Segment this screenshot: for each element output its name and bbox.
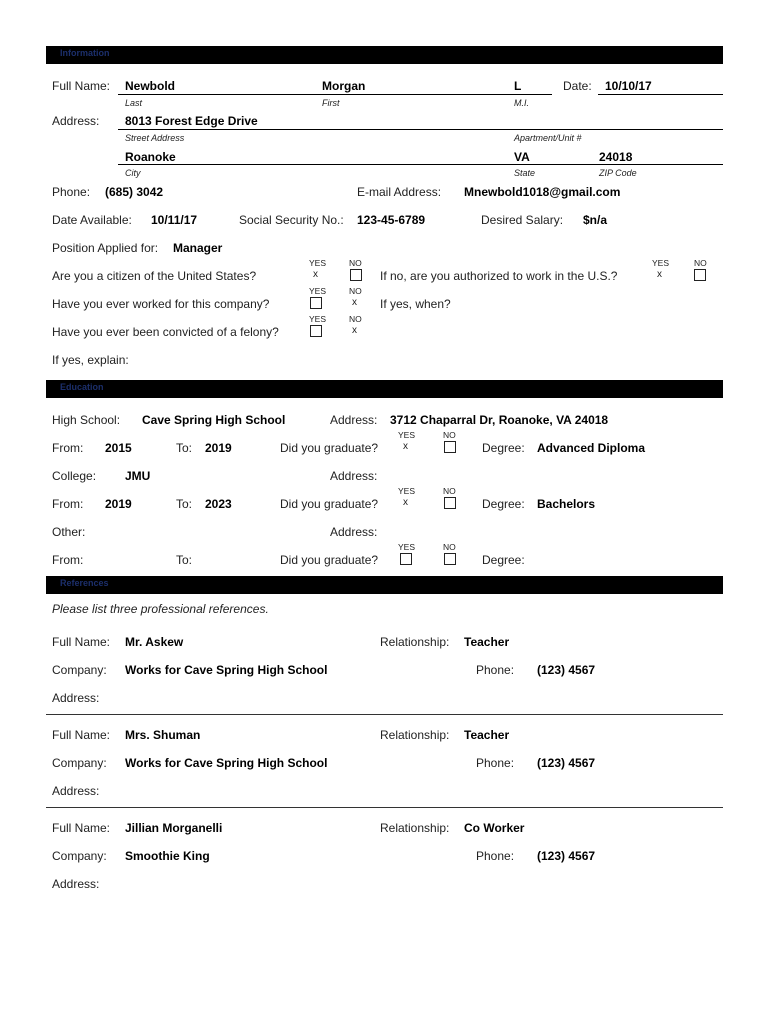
authorized-no-label: NO xyxy=(694,258,707,268)
other-from-label: From: xyxy=(52,553,84,567)
worked-yes-label: YES xyxy=(309,286,327,296)
ref3-relationship-label: Relationship: xyxy=(380,821,450,835)
high-school-value[interactable]: Cave Spring High School xyxy=(142,413,286,427)
zip-value[interactable]: 24018 xyxy=(599,150,633,164)
college-yes-mark[interactable]: x xyxy=(403,497,408,508)
name-underline xyxy=(118,94,552,95)
authorized-yes-label: YES xyxy=(652,258,670,268)
date-available-value[interactable]: 10/11/17 xyxy=(151,213,198,227)
felony-no-label: NO xyxy=(349,314,362,324)
state-caption: State xyxy=(514,168,536,178)
section-title: References xyxy=(60,578,109,588)
college-to-value[interactable]: 2023 xyxy=(205,497,232,511)
references-intro: Please list three professional references. xyxy=(52,602,269,616)
ref1-name-value[interactable]: Mr. Askew xyxy=(125,635,184,649)
ref3-address-label: Address: xyxy=(52,877,100,891)
college-value[interactable]: JMU xyxy=(125,469,151,483)
citizen-no-checkbox[interactable] xyxy=(350,269,362,281)
ref3-company-label: Company: xyxy=(52,849,107,863)
hs-address-value[interactable]: 3712 Chaparral Dr, Roanoke, VA 24018 xyxy=(390,413,609,427)
reference-divider xyxy=(46,714,723,715)
street-underline xyxy=(118,129,723,130)
ref1-relationship-label: Relationship: xyxy=(380,635,450,649)
college-address-label: Address: xyxy=(330,469,378,483)
hs-no-label: NO xyxy=(443,430,456,440)
hs-yes-label: YES xyxy=(398,430,416,440)
ref2-company-label: Company: xyxy=(52,756,107,770)
college-graduate-label: Did you graduate? xyxy=(280,497,379,511)
hs-address-label: Address: xyxy=(330,413,378,427)
authorized-yes-mark[interactable]: x xyxy=(657,269,662,280)
worked-question: Have you ever worked for this company? xyxy=(52,297,270,311)
high-school-label: High School: xyxy=(52,413,121,427)
mi-caption: M.I. xyxy=(514,98,529,108)
ref1-company-label: Company: xyxy=(52,663,107,677)
phone-label: Phone: xyxy=(52,185,91,199)
email-label: E-mail Address: xyxy=(357,185,442,199)
phone-value[interactable]: (685) 3042 xyxy=(105,185,164,199)
full-name-label: Full Name: xyxy=(52,79,111,93)
section-header-references xyxy=(46,576,723,594)
date-value[interactable]: 10/10/17 xyxy=(605,79,652,93)
worked-yes-checkbox[interactable] xyxy=(310,297,322,309)
other-degree-label: Degree: xyxy=(482,553,525,567)
ref2-relationship-label: Relationship: xyxy=(380,728,450,742)
salary-label: Desired Salary: xyxy=(481,213,564,227)
other-no-label: NO xyxy=(443,542,456,552)
date-underline xyxy=(598,94,723,95)
first-caption: First xyxy=(322,98,340,108)
ref1-relationship-value[interactable]: Teacher xyxy=(464,635,510,649)
last-caption: Last xyxy=(125,98,143,108)
college-from-value[interactable]: 2019 xyxy=(105,497,132,511)
college-label: College: xyxy=(52,469,97,483)
position-label: Position Applied for: xyxy=(52,241,159,255)
authorized-no-checkbox[interactable] xyxy=(694,269,706,281)
citizen-yes-mark[interactable]: x xyxy=(313,269,318,280)
middle-initial-value[interactable]: L xyxy=(514,79,522,93)
section-header-applicant xyxy=(46,46,723,64)
college-degree-value[interactable]: Bachelors xyxy=(537,497,596,511)
ssn-value[interactable]: 123-45-6789 xyxy=(357,213,426,227)
email-value[interactable]: Mnewbold1018@gmail.com xyxy=(464,185,621,199)
ref3-phone-value[interactable]: (123) 4567 xyxy=(537,849,596,863)
hs-degree-value[interactable]: Advanced Diploma xyxy=(537,441,646,455)
hs-to-label: To: xyxy=(176,441,193,455)
date-label: Date: xyxy=(563,79,592,93)
worked-no-label: NO xyxy=(349,286,362,296)
felony-question: Have you ever been convicted of a felony? xyxy=(52,325,279,339)
ref2-phone-label: Phone: xyxy=(476,756,515,770)
explain-label: If yes, explain: xyxy=(52,353,129,367)
hs-graduate-label: Did you graduate? xyxy=(280,441,379,455)
hs-degree-label: Degree: xyxy=(482,441,525,455)
ref2-relationship-value[interactable]: Teacher xyxy=(464,728,510,742)
ref3-relationship-value[interactable]: Co Worker xyxy=(464,821,525,835)
reference-divider xyxy=(46,807,723,808)
ref1-name-label: Full Name: xyxy=(52,635,111,649)
other-yes-checkbox[interactable] xyxy=(400,553,412,565)
section-header-education xyxy=(46,380,723,398)
when-question: If yes, when? xyxy=(380,297,451,311)
ref1-address-label: Address: xyxy=(52,691,100,705)
college-from-label: From: xyxy=(52,497,84,511)
ref1-phone-value[interactable]: (123) 4567 xyxy=(537,663,596,677)
other-to-label: To: xyxy=(176,553,193,567)
hs-from-value[interactable]: 2015 xyxy=(105,441,132,455)
zip-caption: ZIP Code xyxy=(599,168,637,178)
hs-to-value[interactable]: 2019 xyxy=(205,441,232,455)
city-caption: City xyxy=(125,168,141,178)
citizen-question: Are you a citizen of the United States? xyxy=(52,269,257,283)
authorized-question: If no, are you authorized to work in the U.S.? xyxy=(380,269,618,283)
worked-no-mark[interactable]: x xyxy=(352,297,357,308)
ref2-name-label: Full Name: xyxy=(52,728,111,742)
ref2-company-value[interactable]: Works for Cave Spring High School xyxy=(125,756,328,770)
ref1-phone-label: Phone: xyxy=(476,663,515,677)
college-degree-label: Degree: xyxy=(482,497,525,511)
other-graduate-label: Did you graduate? xyxy=(280,553,379,567)
ref2-phone-value[interactable]: (123) 4567 xyxy=(537,756,596,770)
date-available-label: Date Available: xyxy=(52,213,132,227)
salary-value[interactable]: $n/a xyxy=(583,213,608,227)
felony-yes-label: YES xyxy=(309,314,327,324)
citizen-yes-label: YES xyxy=(309,258,327,268)
other-yes-label: YES xyxy=(398,542,416,552)
college-no-checkbox[interactable] xyxy=(444,497,456,509)
hs-yes-mark[interactable]: x xyxy=(403,441,408,452)
college-no-label: NO xyxy=(443,486,456,496)
street-value[interactable]: 8013 Forest Edge Drive xyxy=(125,114,258,128)
other-label: Other: xyxy=(52,525,86,539)
city-underline xyxy=(118,164,723,165)
ref3-phone-label: Phone: xyxy=(476,849,515,863)
street-caption: Street Address xyxy=(125,133,185,143)
other-no-checkbox[interactable] xyxy=(444,553,456,565)
position-value[interactable]: Manager xyxy=(173,241,223,255)
college-to-label: To: xyxy=(176,497,193,511)
felony-yes-checkbox[interactable] xyxy=(310,325,322,337)
ref3-name-value[interactable]: Jillian Morganelli xyxy=(125,821,223,835)
ref2-name-value[interactable]: Mrs. Shuman xyxy=(125,728,201,742)
apt-caption: Apartment/Unit # xyxy=(514,133,582,143)
section-title: Information xyxy=(60,48,110,58)
city-value[interactable]: Roanoke xyxy=(125,150,176,164)
college-yes-label: YES xyxy=(398,486,416,496)
citizen-no-label: NO xyxy=(349,258,362,268)
hs-no-checkbox[interactable] xyxy=(444,441,456,453)
first-name-value[interactable]: Morgan xyxy=(322,79,366,93)
ref2-address-label: Address: xyxy=(52,784,100,798)
ref1-company-value[interactable]: Works for Cave Spring High School xyxy=(125,663,328,677)
state-value[interactable]: VA xyxy=(514,150,530,164)
ssn-label: Social Security No.: xyxy=(239,213,344,227)
last-name-value[interactable]: Newbold xyxy=(125,79,175,93)
ref3-company-value[interactable]: Smoothie King xyxy=(125,849,210,863)
address-label: Address: xyxy=(52,114,100,128)
other-address-label: Address: xyxy=(330,525,378,539)
felony-no-mark[interactable]: x xyxy=(352,325,357,336)
section-title: Education xyxy=(60,382,104,392)
ref3-name-label: Full Name: xyxy=(52,821,111,835)
hs-from-label: From: xyxy=(52,441,84,455)
